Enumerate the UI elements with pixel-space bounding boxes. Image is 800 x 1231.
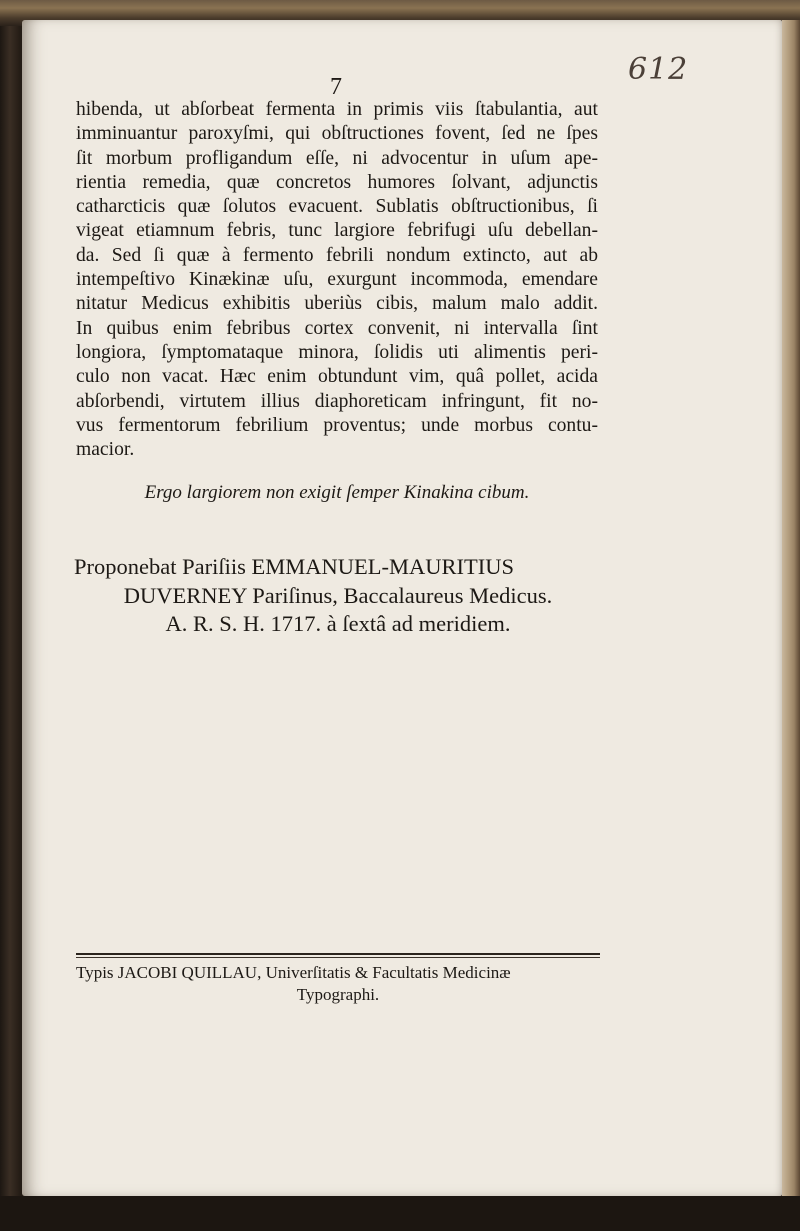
body-line: culo non vacat. Hæc enim obtundunt vim, quâ pollet, acida bbox=[76, 366, 598, 388]
proponent-line-1: Proponebat Pariſiis EMMANUEL-MAURITIUS bbox=[74, 554, 514, 579]
imprint-line-1: Typis JACOBI QUILLAU, Univerſitatis & Facultatis Medicinæ bbox=[76, 963, 511, 982]
body-line: da. Sed ſi quæ à fermento febrili nondum extincto, aut ab bbox=[76, 244, 598, 266]
proponent-line-3: A. R. S. H. 1717. à ſextâ ad meridiem. bbox=[165, 611, 511, 636]
imprint-rule bbox=[76, 953, 600, 955]
body-line: hibenda, ut abſorbeat fermenta in primis viis ſtabulantia, aut bbox=[76, 99, 598, 120]
page-stack-edge bbox=[782, 20, 800, 1200]
body-line: ſit morbum profligandum eſſe, ni advocentur in uſum ape- bbox=[76, 147, 598, 169]
body-line: In quibus enim febribus cortex convenit, ni intervalla ſint bbox=[76, 317, 598, 339]
handwritten-folio: 612 bbox=[628, 52, 689, 87]
thesis-statement: Ergo largiorem non exigit ſemper Kinakina cibum. bbox=[144, 482, 530, 503]
body-line: catharcticis quæ ſolutos evacuent. Sublatis obſtructionibus, ſi bbox=[76, 196, 598, 218]
imprint-rule-thin bbox=[76, 957, 600, 958]
page-number: 7 bbox=[330, 74, 342, 100]
body-paragraph bbox=[76, 98, 598, 462]
body-line: vus fermentorum febrilium proventus; unde morbus contu- bbox=[76, 414, 598, 436]
body-line: macior. bbox=[76, 439, 135, 461]
body-line: intempeſtivo Kinækinæ uſu, exurgunt incommoda, emendare bbox=[76, 269, 598, 291]
imprint-line-2: Typographi. bbox=[296, 985, 380, 1004]
body-line: vigeat etiamnum febris, tunc largiore febrifugi uſu debellan- bbox=[76, 220, 598, 242]
body-line: rientia remedia, quæ concretos humores ſolvant, adjunctis bbox=[76, 171, 598, 193]
body-line: abſorbendi, virtutem illius diaphoreticam infringunt, fit no- bbox=[76, 390, 598, 412]
body-line: imminuantur paroxyſmi, qui obſtructiones fovent, ſed ne ſpes bbox=[76, 123, 598, 145]
proponent-block bbox=[74, 553, 602, 639]
bottom-shadow bbox=[0, 1196, 800, 1231]
body-line: longiora, ſymptomataque minora, ſolidis uti alimentis peri- bbox=[76, 341, 598, 363]
body-line: nitatur Medicus exhibitis uberiùs cibis, malum malo addit. bbox=[76, 293, 598, 315]
proponent-line-2: DUVERNEY Pariſinus, Baccalaureus Medicus. bbox=[123, 582, 553, 608]
printer-imprint bbox=[76, 962, 600, 1006]
